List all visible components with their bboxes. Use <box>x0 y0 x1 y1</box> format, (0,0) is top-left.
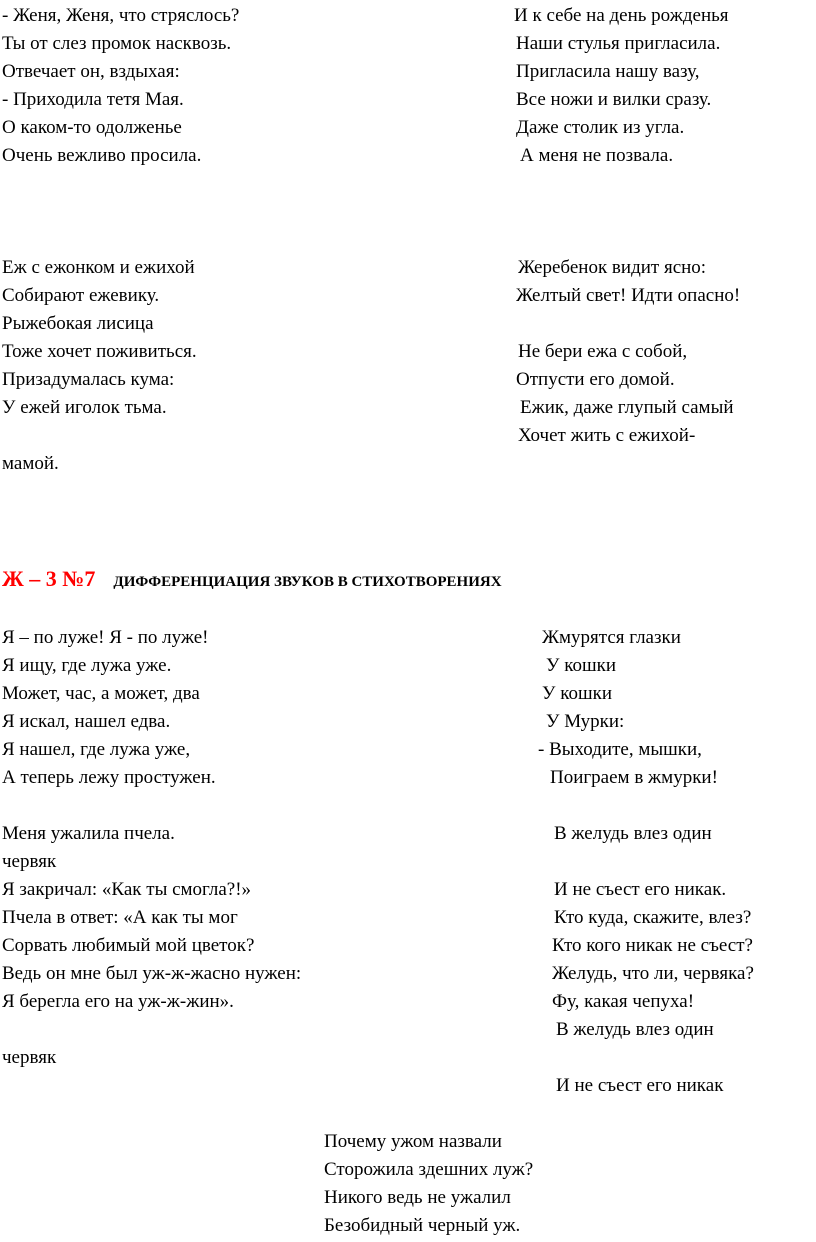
poem-line: - Приходила тетя Мая. <box>2 89 184 110</box>
poem-line: Я закричал: «Как ты смогла?!» <box>2 879 252 900</box>
poem-line: Пригласила нашу вазу, <box>516 61 700 82</box>
poem-line: Еж с ежонком и ежихой <box>2 257 195 278</box>
poem-line: Наши стулья пригласила. <box>516 33 721 54</box>
poem-line: Я нашел, где лужа уже, <box>2 739 191 760</box>
poem-line: Ведь он мне был уж-ж-жасно нужен: <box>2 963 302 984</box>
poem-line: Фу, какая чепуха! <box>552 991 695 1012</box>
poem-line: Поиграем в жмурки! <box>550 767 718 788</box>
poem-line: - Выходите, мышки, <box>538 739 702 760</box>
poem-line: Тоже хочет поживиться. <box>2 341 197 362</box>
poem-line: И не съест его никак. <box>554 879 727 900</box>
poem-line: Собирают ежевику. <box>2 285 160 306</box>
heading-title: ДИФФЕРЕНЦИАЦИЯ ЗВУКОВ В СТИХОТВОРЕНИЯХ <box>113 574 502 590</box>
poem-line: Очень вежливо просила. <box>2 145 202 166</box>
poem-line: Я ищу, где лужа уже. <box>2 655 172 676</box>
poem-line: Отпусти его домой. <box>516 369 675 390</box>
poem-line: червяк <box>2 1047 57 1068</box>
poem-line: У ежей иголок тьма. <box>2 397 167 418</box>
poem-line: мамой. <box>2 453 59 474</box>
poem-line: Я берегла его на уж-ж-жин». <box>2 991 234 1012</box>
poem-line: В желудь влез один <box>554 823 712 844</box>
poem-line: Ты от слез промок насквозь. <box>2 33 232 54</box>
poem-line: Я – по луже! Я - по луже! <box>2 627 209 648</box>
poem-line: О каком-то одолженье <box>2 117 182 138</box>
poem-line: червяк <box>2 851 57 872</box>
poem-line: Я искал, нашел едва. <box>2 711 171 732</box>
poem-line: Желтый свет! Идти опасно! <box>516 285 741 306</box>
poem-line: Безобидный черный уж. <box>324 1215 521 1236</box>
poem-line: Призадумалась кума: <box>2 369 175 390</box>
poem-line: И не съест его никак <box>556 1075 724 1096</box>
poem-line: Сорвать любимый мой цветок? <box>2 935 255 956</box>
poem-line: Отвечает он, вздыхая: <box>2 61 180 82</box>
poem-line: У Мурки: <box>546 711 625 732</box>
poem-line: Никого ведь не ужалил <box>324 1187 511 1208</box>
poem-line: А теперь лежу простужен. <box>2 767 216 788</box>
poem-line: Хочет жить с ежихой- <box>518 425 696 446</box>
poem-line: А меня не позвала. <box>520 145 674 166</box>
poem-line: Жмурятся глазки <box>542 627 681 648</box>
poem-line: У кошки <box>546 655 616 676</box>
poem-line: Желудь, что ли, червяка? <box>552 963 754 984</box>
poem-line: Может, час, а может, два <box>2 683 200 704</box>
poem-line: И к себе на день рожденья <box>514 5 729 26</box>
poem-line: Почему ужом назвали <box>324 1131 502 1152</box>
poem-line: Сторожила здешних луж? <box>324 1159 534 1180</box>
section-heading <box>2 566 502 592</box>
poem-line: В желудь влез один <box>556 1019 714 1040</box>
poem-line: У кошки <box>542 683 612 704</box>
poem-line: Кто кого никак не съест? <box>552 935 753 956</box>
poem-line: Ежик, даже глупый самый <box>520 397 734 418</box>
poem-line: - Женя, Женя, что стряслось? <box>2 5 240 26</box>
poem-line: Даже столик из угла. <box>516 117 685 138</box>
poem-line: Все ножи и вилки сразу. <box>516 89 712 110</box>
heading-code: Ж – 3 №7 <box>2 566 96 591</box>
poem-line: Рыжебокая лисица <box>2 313 154 334</box>
poem-line: Не бери ежа с собой, <box>518 341 688 362</box>
poem-line: Пчела в ответ: «А как ты мог <box>2 907 238 928</box>
poem-line: Кто куда, скажите, влез? <box>554 907 752 928</box>
poem-line: Жеребенок видит ясно: <box>518 257 707 278</box>
poem-line: Меня ужалила пчела. <box>2 823 175 844</box>
